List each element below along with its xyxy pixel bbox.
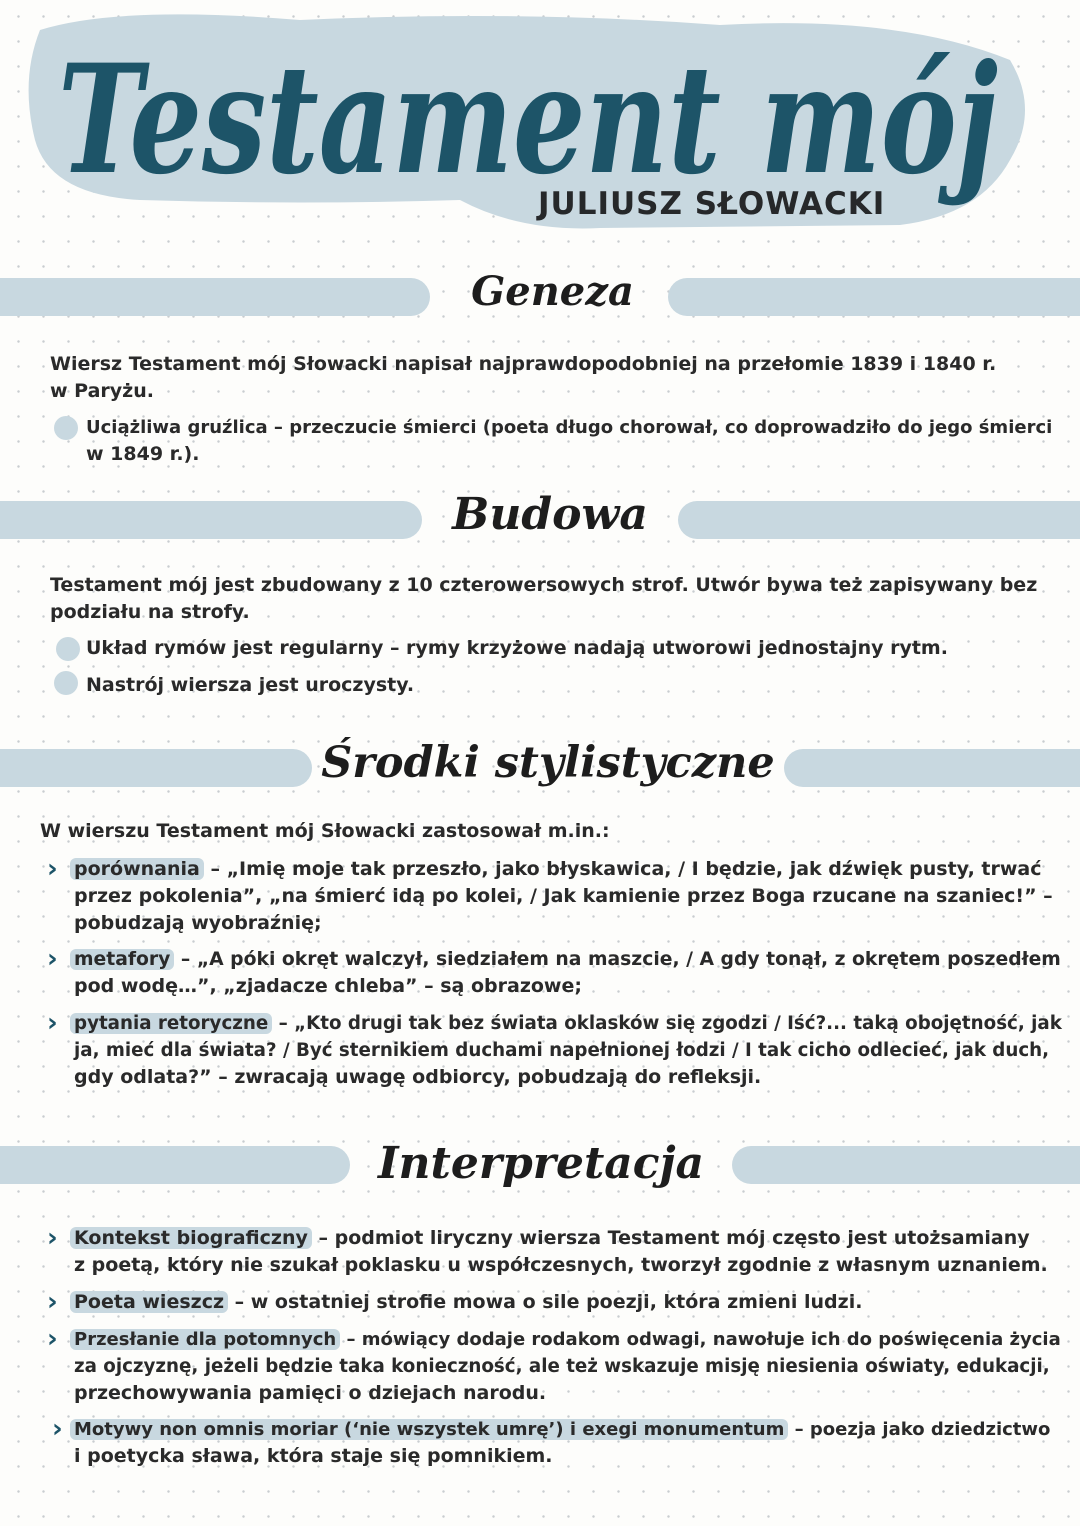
section-header-srodki [0,733,1080,813]
section-header-geneza [0,262,1080,342]
header-bar-right [668,278,1080,316]
srodki-item-1-line-3: pobudzają wyobraźnię; [74,912,322,934]
geneza-intro-line-1: Wiersz Testament mój Słowacki napisał najprawdopodobniej na przełomie 1839 i 1840 r. [50,353,997,375]
srodki-item-2-line-1: metafory – „A póki okręt walczył, siedziałem na maszcie, / A gdy tonął, z okrętem poszedłem [70,946,1061,973]
geneza-bullet-line-1: Uciążliwa gruźlica – przeczucie śmierci (poeta długo chorował, co doprowadziło do jego śmierci [86,417,1053,438]
term-highlight: metafory [70,949,174,970]
srodki-item-1-line-1: porównania – „Imię moje tak przeszło, jako błyskawica, / I będzie, jak dźwięk pusty, trwać [70,856,1042,883]
chevron-right-icon: › [47,1324,58,1354]
srodki-intro: W wierszu Testament mój Słowacki zastosował m.in.: [40,820,610,842]
title-text: Testament mój [58,32,998,208]
interp-item-4-line-2: i poetycka sława, która staje się pomnikiem. [74,1445,553,1467]
budowa-bullet-1: Układ rymów jest regularny – rymy krzyżowe nadają utworowi jednostajny rytm. [86,637,948,659]
geneza-intro-line-2: w Paryżu. [50,380,154,402]
budowa-bullet-2: Nastrój wiersza jest uroczysty. [86,674,415,696]
section-heading: Środki stylistyczne [321,738,775,788]
section-header-budowa [0,485,1080,565]
interp-item-3-line-3: przechowywania pamięci o dziejach narodu. [74,1382,547,1404]
interp-item-4-line-1: Motywy non omnis moriar (‘nie wszystek umrę’) i exegi monumentum – poezja jako dziedzictwo [70,1416,1050,1443]
chevron-right-icon: › [47,1287,58,1317]
header-bar-left [0,1146,350,1184]
srodki-item-3-line-1: pytania retoryczne – „Kto drugi tak bez świata oklasków się zgodzi / Iść?... taką obojętność, jak [70,1010,1062,1037]
interp-item-1-line-2: z poetą, który nie szukał poklasku u współczesnych, tworzył zgodnie z własnym uznaniem. [74,1254,1048,1276]
term-highlight: Motywy non omnis moriar (‘nie wszystek umrę’) i exegi monumentum [70,1419,788,1440]
author-name: JULIUSZ SŁOWACKI [538,186,886,222]
term-highlight: pytania retoryczne [70,1013,272,1034]
srodki-item-3-line-3: gdy odlata?” – zwracają uwagę odbiorcy, pobudzają do refleksji. [74,1066,762,1088]
budowa-intro-line-2: podziału na strofy. [50,601,250,623]
bullet-dot-icon [56,637,80,661]
chevron-right-icon: › [47,1008,58,1038]
header-bar-right [678,501,1080,539]
chevron-right-icon: › [47,944,58,974]
chevron-right-icon: › [52,1414,63,1444]
section-heading: Interpretacja [377,1138,705,1189]
header-bar-right [784,749,1080,787]
title-area [0,0,1080,245]
section-header-interpretacja [0,1134,1080,1214]
header-bar-left [0,278,430,316]
section-heading: Geneza [471,268,634,315]
srodki-item-2-line-2: pod wodę…”, „zjadacze chleba” – są obrazowe; [74,975,582,997]
header-bar-left [0,501,422,539]
geneza-bullet-line-2: w 1849 r.). [86,443,200,465]
interp-item-2-line-1: Poeta wieszcz – w ostatniej strofie mowa o sile poezji, która zmieni ludzi. [70,1289,862,1316]
header-bar-left [0,749,312,787]
section-heading: Budowa [452,489,648,540]
term-highlight: Przesłanie dla potomnych [70,1329,340,1350]
interp-item-1-line-1: Kontekst biograficzny – podmiot liryczny wiersza Testament mój często jest utożsamiany [70,1225,1030,1252]
bullet-dot-icon [54,416,78,440]
header-bar-right [732,1146,1080,1184]
interp-item-3-line-1: Przesłanie dla potomnych – mówiący dodaje rodakom odwagi, nawołuje ich do poświęcenia życia [70,1326,1061,1353]
srodki-item-3-line-2: ja, mieć dla świata? / Być sternikiem duchami napełnionej łodzi / I tak cicho odlecieć, jak duch, [74,1040,1050,1061]
budowa-intro-line-1: Testament mój jest zbudowany z 10 czterowersowych strof. Utwór bywa też zapisywany bez [50,574,1038,596]
chevron-right-icon: › [47,1223,58,1253]
term-highlight: Kontekst biograficzny [70,1227,312,1249]
term-highlight: Poeta wieszcz [70,1291,228,1313]
term-highlight: porównania [70,858,204,880]
bullet-dot-icon [54,671,78,695]
srodki-item-1-line-2: przez pokolenia”, „na śmierć idą po kolei, / Jak kamienie przez Boga rzucane na szaniec!” – [74,885,1053,907]
chevron-right-icon: › [47,854,58,884]
interp-item-3-line-2: za ojczyznę, jeżeli będzie taka konieczność, ale też wskazuje misję niesienia oświaty, edukacji, [74,1356,1050,1377]
